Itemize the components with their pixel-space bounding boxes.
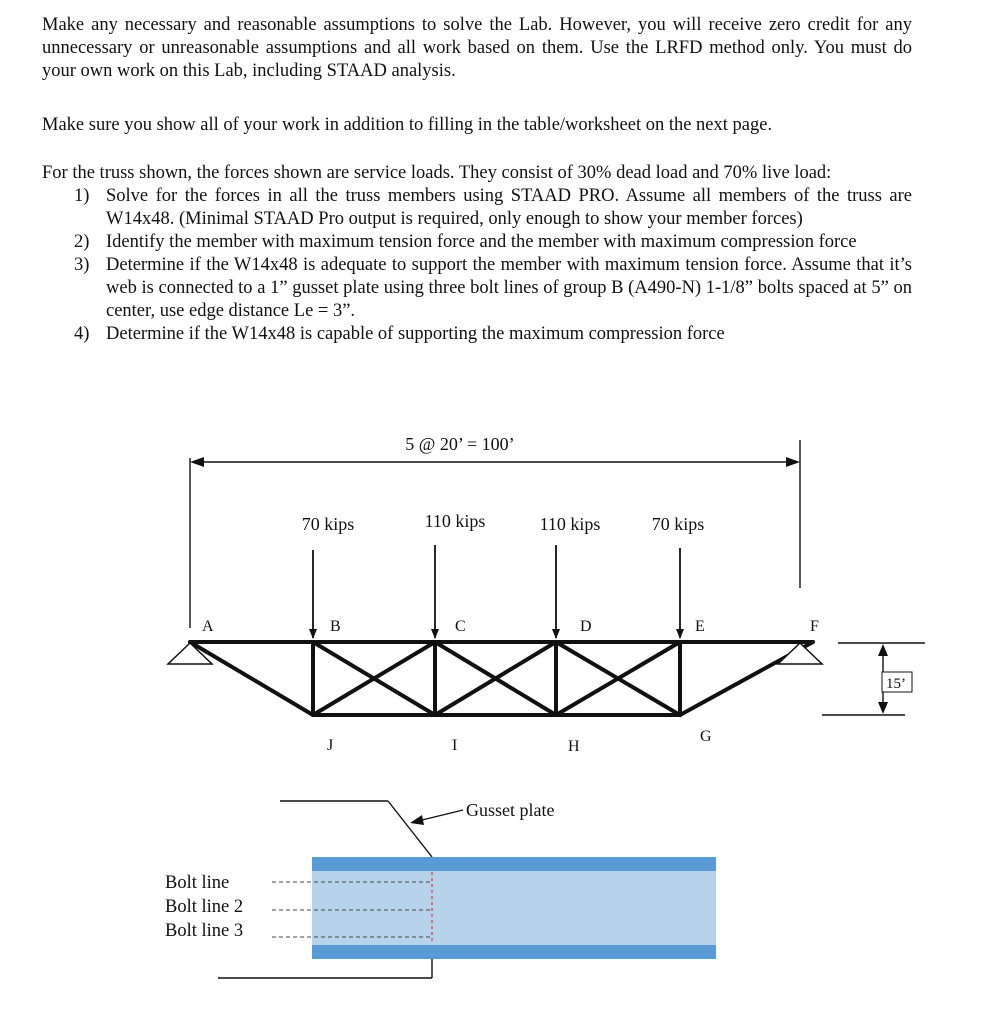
node-label-a: A: [202, 618, 214, 635]
task-number: 3): [74, 255, 90, 275]
task-text: Determine if the W14x48 is capable of supporting the maximum compression force: [106, 324, 725, 344]
gusset-plate-label: Gusset plate: [466, 800, 555, 820]
truss-description-paragraph: For the truss shown, the forces shown are service loads. They consist of 30% dead load and 70% live load:: [42, 163, 832, 183]
task-text: Determine if the W14x48 is adequate to support the member with maximum tension force. Assume that it’s web is connected to a 1” gusset plate using three bolt lines of group B (A490-N) 1-1/8” bolts spaced at 5” on center, use edge distance Le = 3”.: [106, 255, 912, 321]
node-label-b: B: [330, 618, 341, 635]
pin-support: [168, 643, 212, 664]
bolt-line-label: Bolt line 2: [165, 897, 244, 917]
load-arrows: [302, 511, 705, 638]
bottom-flange: [312, 945, 716, 959]
node-label-f: F: [810, 618, 819, 635]
node-label-i: I: [452, 737, 458, 754]
height-dimension: [822, 643, 925, 715]
node-label-j: J: [327, 737, 334, 754]
span-label: 5 @ 20’ = 100’: [405, 434, 515, 454]
node-label-h: H: [568, 738, 580, 755]
node-label-d: D: [580, 618, 592, 635]
node-label-g: G: [700, 728, 712, 745]
load-label: 110 kips: [424, 511, 486, 531]
gusset-detail: [218, 800, 716, 978]
roller-support: [778, 643, 822, 664]
task-number: 4): [74, 324, 90, 344]
load-label: 110 kips: [539, 514, 601, 534]
load-label: 70 kips: [301, 514, 355, 534]
instructions-paragraph: Make any necessary and reasonable assumptions to solve the Lab. However, you will receive zero credit for any unnecessary or unreasonable assumptions and all work based on them. Use the LRFD method only. You must do your own work on this Lab, including STAAD analysis.: [42, 15, 912, 81]
task-text: Identify the member with maximum tension force and the member with maximum compression force: [106, 232, 857, 252]
gusset-leader-arrow: [410, 815, 424, 825]
task-text: Solve for the forces in all the truss members using STAAD PRO. Assume all members of the truss are W14x48. (Minimal STAAD Pro output is required, only enough to show your member forces): [106, 186, 912, 229]
span-dimension: [190, 434, 800, 628]
task-number: 1): [74, 186, 90, 206]
node-label-c: C: [455, 618, 466, 635]
task-number: 2): [74, 232, 90, 252]
load-label: 70 kips: [651, 514, 705, 534]
bolt-line-label: Bolt line: [165, 873, 230, 893]
bolt-line-label: Bolt line 3: [165, 921, 244, 941]
node-label-e: E: [695, 618, 705, 635]
show-work-paragraph: Make sure you show all of your work in addition to filling in the table/worksheet on the next page.: [42, 115, 773, 135]
top-flange: [312, 857, 716, 871]
truss: [190, 642, 813, 715]
height-label: 15’: [886, 676, 906, 692]
